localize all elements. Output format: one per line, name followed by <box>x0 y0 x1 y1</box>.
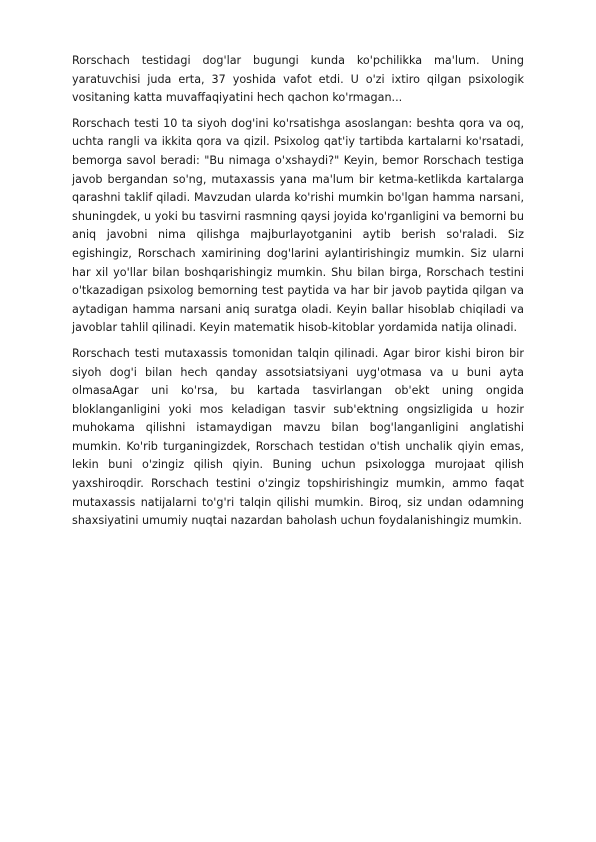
paragraph-test-procedure: Rorschach testi 10 ta siyoh dog'ini ko'rsatishga asoslangan: beshta qora va oq, uchta rangli va ikkita qora va qizil. Psixolog qat'iy tartibda kartalarni ko'rsatadi, bemorga savol beradi: "Bu nimaga o'xshaydi?" Keyin, bemor Rorschach testiga javob bergandan so'ng, mutaxassis yana ma'lum bir ketma-ketlikda kartalarga qarashni taklif qiladi. Mavzudan ularda ko'rishi mumkin bo'lgan hamma narsani, shuningdek, u yoki bu tasvirni rasmning qaysi joyida ko'rganligini va bemorni bu aniq javobni nima qilishga majburlayotganini aytib berish so'raladi. Siz egishingiz, Rorschach xamirining dog'larini aylantirishingiz mumkin. Siz ularni har xil yo'llar bilan boshqarishingiz mumkin. Shu bilan birga, Rorschach testini o'tkazadigan psixolog bemorning test paytida va har bir javob paytida qilgan va aytadigan hamma narsani aniq suratga oladi. Keyin ballar hisoblab chiqiladi va javoblar tahlil qilinadi. Keyin matematik hisob-kitoblar yordamida natija olinadi. <box>72 116 524 335</box>
paragraph-interpretation: Rorschach testi mutaxassis tomonidan talqin qilinadi. Agar biror kishi biron bir siyoh dog'i bilan hech qanday assotsiatsiyani uyg'otmasa va u buni ayta olmasaAgar uni ko'rsa, bu kartada tasvirlangan ob'ekt uning ongida bloklanganligini yoki mos keladigan tasvir sub'ektning ongsizligida u hozir muhokama qilishni istamaydigan mavzu bilan bog'langanligini anglatishi mumkin. Ko'rib turganingizdek, Rorschach testidan o'tish unchalik qiyin emas, lekin buni o'zingiz qilish qiyin. Buning uchun psixologga murojaat qilish yaxshiroqdir. Rorschach testini o'zingiz topshirishingiz mumkin, ammo faqat mutaxassis natijalarni to'g'ri talqin qilishi mumkin. Biroq, siz undan odamning shaxsiyatini umumiy nuqtai nazardan baholash uchun foydalanishingiz mumkin. <box>72 346 524 528</box>
document-body <box>72 52 524 538</box>
paragraph-intro: Rorschach testidagi dog'lar bugungi kunda ko'pchilikka ma'lum. Uning yaratuvchisi juda erta, 37 yoshida vafot etdi. U o'zi ixtiro qilgan psixologik vositaning katta muvaffaqiyatini hech qachon ko'rmagan... <box>72 54 524 105</box>
